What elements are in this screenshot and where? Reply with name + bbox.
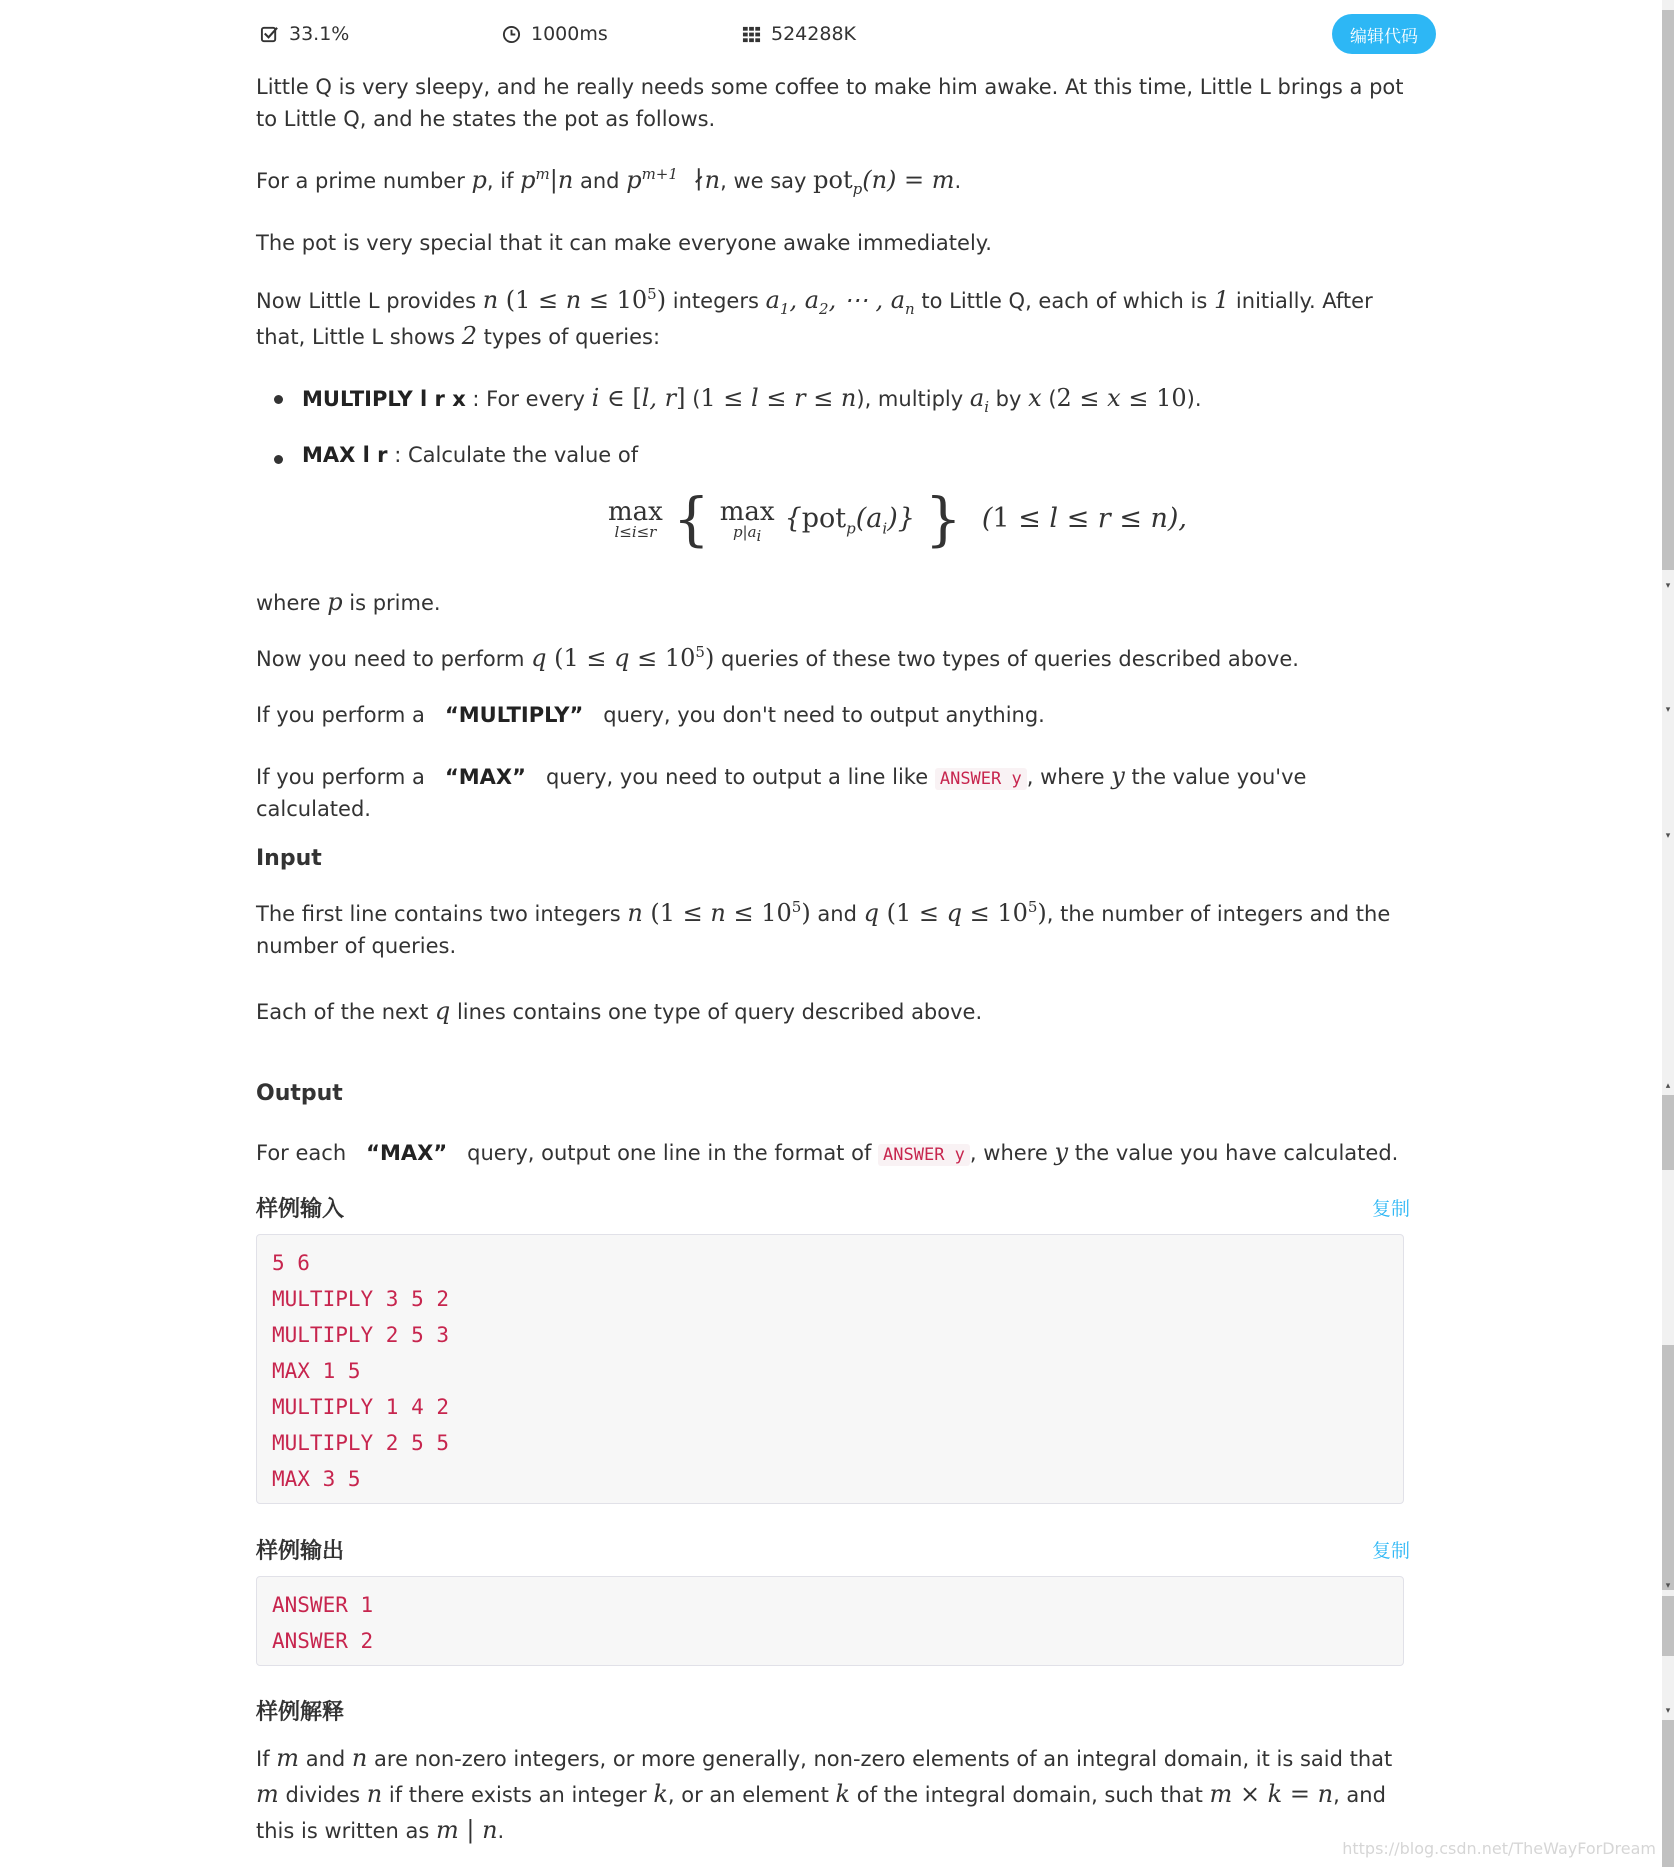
output-format-code: ANSWER y xyxy=(878,1144,970,1166)
statement-where-prime: where p is prime. xyxy=(256,588,441,616)
pass-rate-value: 33.1% xyxy=(289,23,350,45)
code-line: 5 6 xyxy=(272,1251,310,1275)
statement-if-max: If you perform a “MAX” query, you need to output a line like ANSWER y , where y the value you've calculated. xyxy=(256,762,1307,821)
memory-limit-value: 524288K xyxy=(771,23,856,45)
input-line-2: Each of the next q lines contains one type of query described above. xyxy=(256,997,983,1025)
grid-icon xyxy=(742,25,761,44)
sample-output-copy-link[interactable]: 复制 xyxy=(1371,1540,1410,1562)
scroll-down-arrow-icon[interactable]: ▾ xyxy=(1665,705,1671,715)
statement-special: The pot is very special that it can make everyone awake immediately. xyxy=(256,231,992,255)
scroll-down-arrow-icon[interactable]: ▾ xyxy=(1665,1706,1671,1716)
code-line: ANSWER 1 xyxy=(272,1593,374,1617)
explanation-text: If m and n are non-zero integers, or more generally, non-zero elements of an integral domain, it is said that m divides n if there exists an integer k, or an element k of the integral domain, such that m × k = n, and this is written as m | n. xyxy=(256,1744,1393,1844)
problem-meta-bar xyxy=(256,14,1416,54)
scroll-down-arrow-icon[interactable]: ▾ xyxy=(1665,1581,1671,1591)
scroll-down-arrow-icon[interactable]: ▾ xyxy=(1665,581,1671,591)
sample-input-heading: 样例输入 xyxy=(256,1197,345,1222)
scroll-down-arrow-icon[interactable]: ▾ xyxy=(1665,831,1671,841)
sample-explanation-heading: 样例解释 xyxy=(256,1700,345,1725)
clock-icon xyxy=(502,25,521,44)
code-line: MAX 1 5 xyxy=(272,1359,361,1383)
scroll-thumb[interactable] xyxy=(1662,1095,1674,1170)
sample-output-block xyxy=(256,1576,1404,1666)
time-limit-value: 1000ms xyxy=(531,23,608,45)
time-limit xyxy=(502,20,608,49)
output-description: For each “MAX” query, output one line in the format of ANSWER y , where y the value you have calculated. xyxy=(256,1138,1399,1166)
code-line: MULTIPLY 3 5 2 xyxy=(272,1287,450,1311)
checkbox-icon xyxy=(260,25,279,44)
answer-format-code: ANSWER y xyxy=(935,768,1027,790)
scroll-thumb[interactable] xyxy=(1662,10,1674,570)
scroll-up-arrow-icon[interactable]: ▴ xyxy=(1665,1081,1671,1091)
max-formula: max l≤i≤r { max $p|a_i$ $\{pot_p(a_i)\}$ } (1 ≤ l ≤ r ≤ n), xyxy=(608,485,1187,553)
statement-intro: Little Q is very sleepy, and he really needs some coffee to make him awake. At this time, Little L brings a pot to Little Q, and he states the pot as follows. xyxy=(256,75,1404,131)
sample-output-heading: 样例输出 xyxy=(256,1539,345,1564)
pass-rate xyxy=(260,20,349,49)
memory-limit xyxy=(742,20,856,49)
watermark: https://blog.csdn.net/TheWayForDream xyxy=(1342,1839,1656,1858)
scroll-thumb[interactable] xyxy=(1662,1596,1674,1656)
input-heading: Input xyxy=(256,846,322,871)
vertical-scrollbar[interactable] xyxy=(1662,0,1674,1867)
statement-perform-queries: Now you need to perform q $(1 \le q \le 10^5)$ queries of these two types of queries described above. xyxy=(256,643,1299,672)
input-line-1: The first line contains two integers n $(1 \le n \le 10^5)$ and q $(1 \le q \le 10^5)$, the number of integers and the number of queries. xyxy=(256,898,1391,958)
scroll-thumb[interactable] xyxy=(1662,1720,1674,1867)
code-line: ANSWER 2 xyxy=(272,1629,374,1653)
statement-provides: Now Little L provides n $(1 \le n \le 10^5)$ integers $a_1$, $a_2$, ⋯ , $a_n$ to Little Q, each of which is 1 initially. After that, Little L shows 2 types of queries: xyxy=(256,285,1373,350)
code-line: MULTIPLY 2 5 5 xyxy=(272,1431,450,1455)
output-heading: Output xyxy=(256,1081,343,1106)
statement-if-multiply: If you perform a “MULTIPLY” query, you don't need to output anything. xyxy=(256,703,1045,727)
query-multiply: MULTIPLY l r x : For every i ∈ [l, r] (1 ≤ l ≤ r ≤ n), multiply $a_i$ by x (2 ≤ x ≤ 10). xyxy=(276,380,1426,416)
query-max: MAX l r : Calculate the value of xyxy=(276,440,1426,472)
edit-code-button[interactable]: 编辑代码 xyxy=(1332,14,1436,54)
code-line: MULTIPLY 1 4 2 xyxy=(272,1395,450,1419)
sample-input-copy-link[interactable]: 复制 xyxy=(1371,1198,1410,1220)
code-line: MAX 3 5 xyxy=(272,1467,361,1491)
code-line: MULTIPLY 2 5 3 xyxy=(272,1323,450,1347)
sample-input-block xyxy=(256,1234,1404,1504)
statement-pot-definition: For a prime number p, if $p^m|n$ and $p^{m+1}$ ∤n, we say pot$_p$(n) = m. xyxy=(256,165,962,198)
scroll-thumb[interactable] xyxy=(1662,1345,1674,1590)
